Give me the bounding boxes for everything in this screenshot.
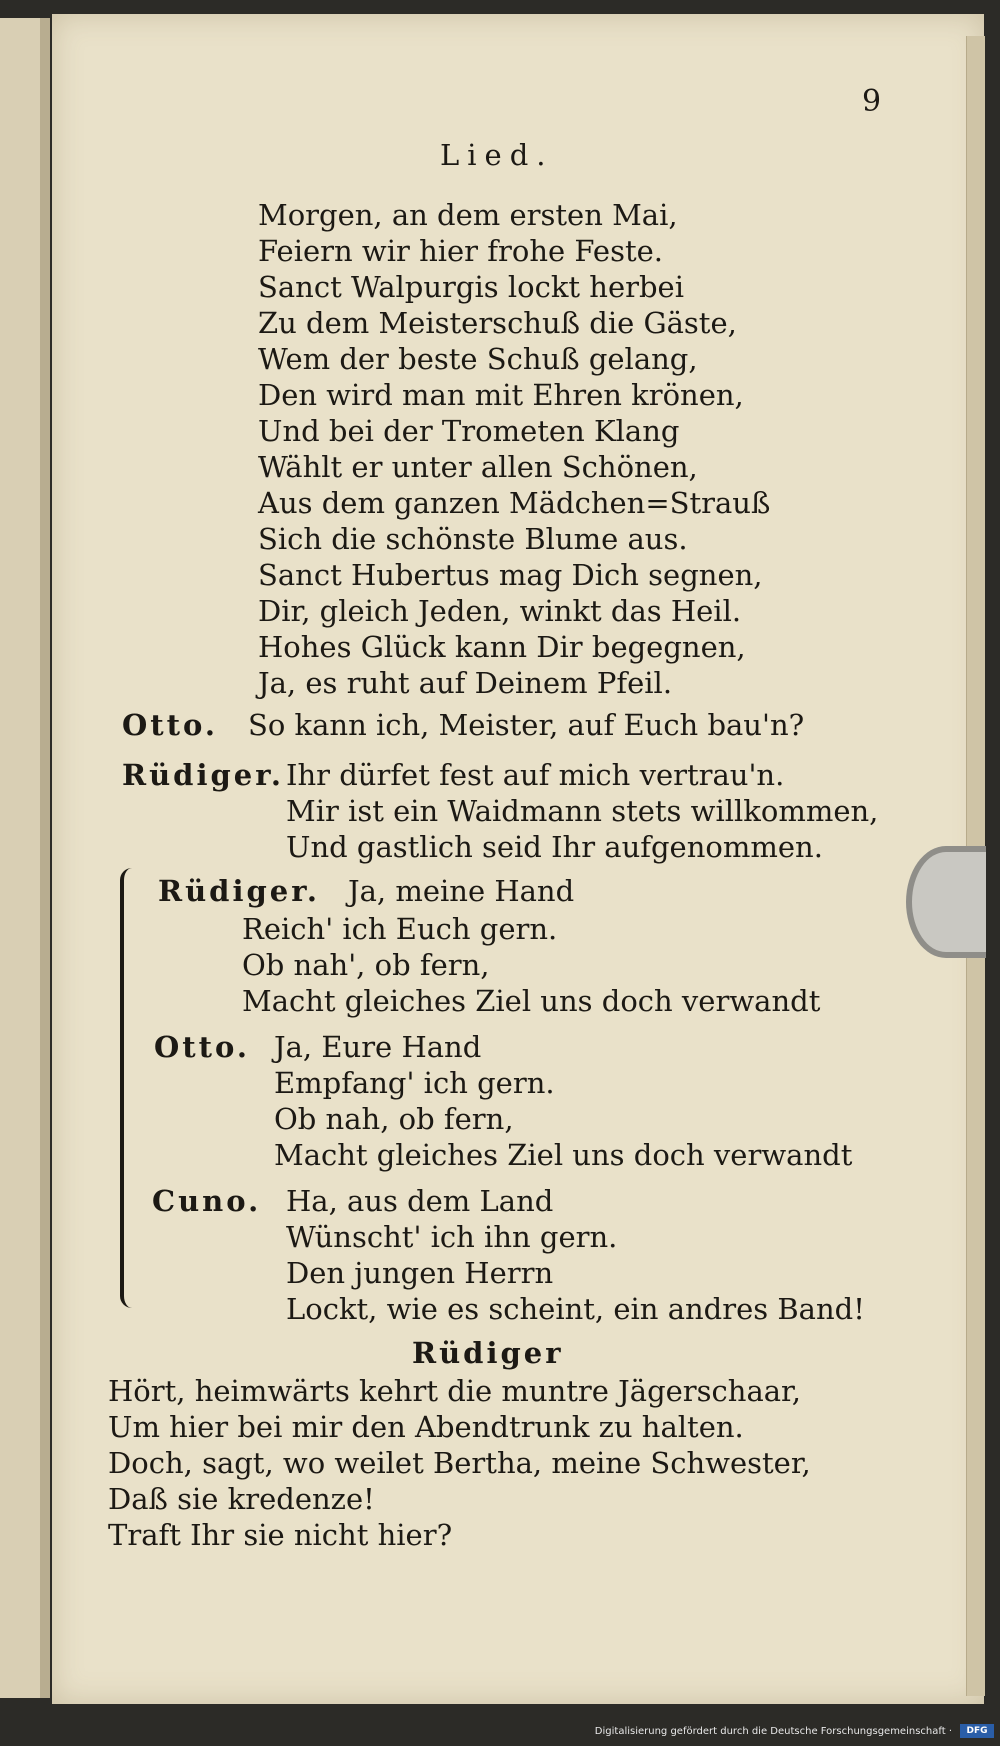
song-title: Lied. xyxy=(440,138,554,172)
dialogue-line: Und gastlich seid Ihr aufgenommen. xyxy=(286,830,823,864)
facing-page-edge xyxy=(40,18,50,1698)
dialogue-line: Mir ist ein Waidmann stets willkommen, xyxy=(286,794,879,828)
digitization-credit: Digitalisierung gefördert durch die Deutsche Forschungsgemeinschaft · xyxy=(594,1726,952,1737)
speaker-ruediger: Rüdiger. xyxy=(122,758,284,792)
ensemble-line: Ob nah', ob fern, xyxy=(242,948,490,982)
song-line: Sich die schönste Blume aus. xyxy=(258,522,688,556)
ensemble-brace xyxy=(120,868,138,1308)
song-line: Sanct Hubertus mag Dich segnen, xyxy=(258,558,763,592)
scan-border xyxy=(0,1704,1000,1746)
speaker-ruediger: Rüdiger xyxy=(412,1336,564,1370)
song-line: Zu dem Meisterschuß die Gäste, xyxy=(258,306,737,340)
dialogue-line: Hört, heimwärts kehrt die muntre Jägerschaar, xyxy=(108,1374,801,1408)
dialogue-line: So kann ich, Meister, auf Euch bau'n? xyxy=(248,708,805,742)
page-clip xyxy=(906,846,986,958)
dialogue-line: Doch, sagt, wo weilet Bertha, meine Schwester, xyxy=(108,1446,811,1480)
song-line: Aus dem ganzen Mädchen=Strauß xyxy=(258,486,771,520)
ensemble-line: Den jungen Herrn xyxy=(286,1256,554,1290)
ensemble-line: Ja, meine Hand xyxy=(348,874,575,908)
song-line: Hohes Glück kann Dir begegnen, xyxy=(258,630,746,664)
ensemble-line: Lockt, wie es scheint, ein andres Band! xyxy=(286,1292,865,1326)
ensemble-line: Ja, Eure Hand xyxy=(274,1030,482,1064)
dialogue-line: Um hier bei mir den Abendtrunk zu halten. xyxy=(108,1410,744,1444)
speaker-cuno: Cuno. xyxy=(152,1184,262,1218)
song-line: Feiern wir hier frohe Feste. xyxy=(258,234,663,268)
speaker-otto: Otto. xyxy=(122,708,218,742)
dialogue-line: Traft Ihr sie nicht hier? xyxy=(108,1518,453,1552)
speaker-ruediger: Rüdiger. xyxy=(158,874,320,908)
speaker-otto: Otto. xyxy=(154,1030,250,1064)
ensemble-line: Wünscht' ich ihn gern. xyxy=(286,1220,618,1254)
ensemble-line: Ha, aus dem Land xyxy=(286,1184,554,1218)
ensemble-line: Macht gleiches Ziel uns doch verwandt xyxy=(274,1138,853,1172)
song-line: Den wird man mit Ehren krönen, xyxy=(258,378,744,412)
ensemble-line: Ob nah, ob fern, xyxy=(274,1102,514,1136)
song-line: Wählt er unter allen Schönen, xyxy=(258,450,698,484)
ensemble-line: Macht gleiches Ziel uns doch verwandt xyxy=(242,984,821,1018)
ensemble-line: Reich' ich Euch gern. xyxy=(242,912,558,946)
song-line: Morgen, an dem ersten Mai, xyxy=(258,198,678,232)
page-number: 9 xyxy=(862,84,882,119)
dfg-logo: DFG xyxy=(960,1724,994,1738)
song-line: Sanct Walpurgis lockt herbei xyxy=(258,270,684,304)
dialogue-line: Daß sie kredenze! xyxy=(108,1482,375,1516)
dialogue-line: Ihr dürfet fest auf mich vertrau'n. xyxy=(286,758,785,792)
song-line: Wem der beste Schuß gelang, xyxy=(258,342,698,376)
song-line: Und bei der Trometen Klang xyxy=(258,414,680,448)
ensemble-line: Empfang' ich gern. xyxy=(274,1066,555,1100)
song-line: Dir, gleich Jeden, winkt das Heil. xyxy=(258,594,742,628)
song-line: Ja, es ruht auf Deinem Pfeil. xyxy=(258,666,673,700)
